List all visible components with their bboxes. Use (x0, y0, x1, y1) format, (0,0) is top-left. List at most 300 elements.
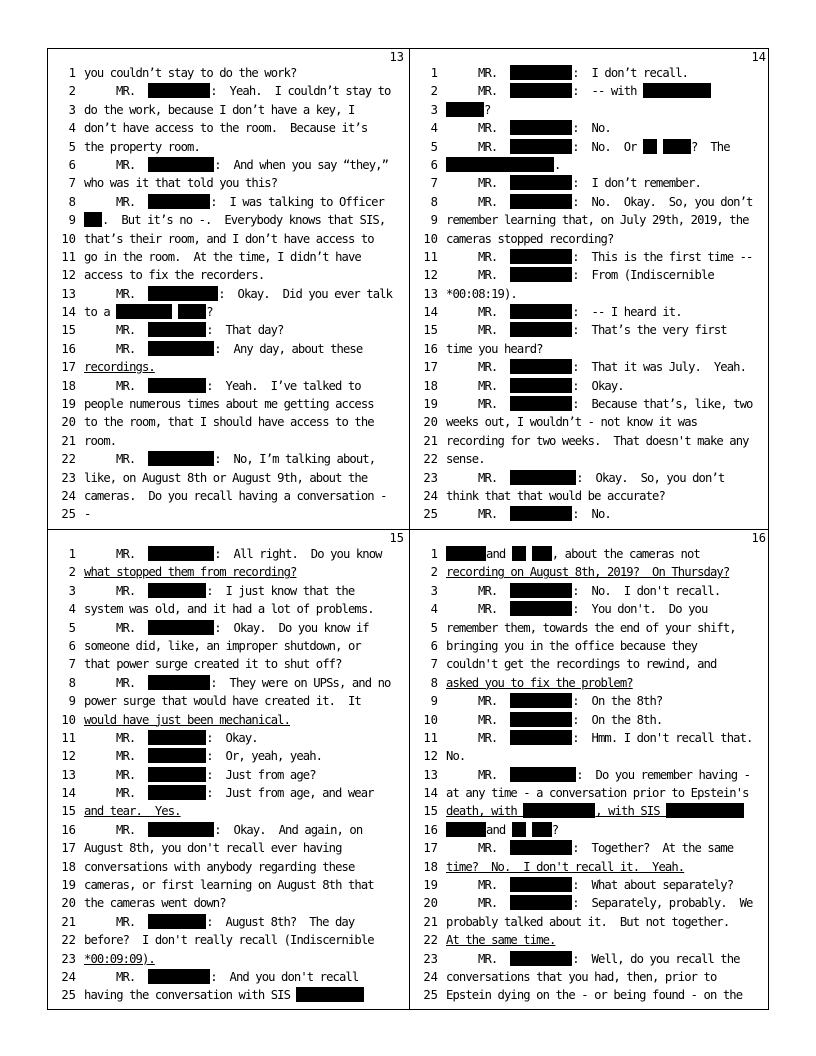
speaker-label: MR. (478, 84, 498, 99)
line-content: August 8th, you don't recall ever having (84, 841, 342, 856)
line-number: 1 (68, 547, 76, 561)
line-text (446, 547, 700, 561)
speaker-label: MR. (478, 602, 498, 617)
transcript-line (48, 395, 408, 413)
line-content: system was old, and it had a lot of problems. (84, 602, 374, 617)
speaker-label: MR. (478, 323, 498, 338)
line-number: 17 (61, 360, 76, 375)
transcript-line (48, 487, 408, 505)
line-number: 18 (61, 378, 76, 393)
speaker-label: MR. (478, 951, 498, 966)
line-number: 20 (423, 896, 438, 911)
line-content: : All right. Do you know (214, 547, 382, 561)
line-content: cameras stopped recording? (446, 231, 614, 246)
speaker-label: MR. (478, 305, 498, 320)
line-content: like, on August 8th or August 9th, about the (84, 470, 368, 485)
transcript-line (48, 285, 408, 303)
transcript-line (410, 248, 770, 266)
redaction-block (148, 583, 206, 598)
line-content: the property room. (84, 139, 200, 154)
line-content: cameras, or first learning on August 8th that (84, 878, 374, 893)
transcript-line (48, 802, 408, 820)
line-content: : -- I heard it. (572, 305, 682, 320)
transcript-line (48, 64, 408, 82)
line-number: 19 (61, 878, 76, 893)
line-text (84, 471, 367, 485)
line-number: 16 (423, 341, 438, 356)
line-number: 10 (61, 712, 76, 727)
line-text (84, 639, 361, 653)
redaction-block (510, 951, 572, 966)
redaction-block (510, 470, 576, 485)
line-number: 5 (68, 620, 76, 635)
redaction-block (446, 546, 486, 561)
redaction-block (523, 803, 595, 818)
transcript-line (48, 582, 408, 600)
line-number: 3 (430, 102, 438, 117)
transcript-line (410, 858, 770, 876)
line-number: 23 (61, 951, 76, 966)
transcript-lines (48, 545, 408, 1005)
line-number: 15 (423, 323, 438, 338)
line-content: cameras. Do you recall having a conversation - (84, 488, 387, 503)
transcript-line (410, 931, 770, 949)
line-content: : From (Indiscernible (572, 268, 714, 283)
redaction-block (148, 748, 206, 763)
line-content: and tear. Yes. (84, 804, 181, 819)
line-content: : No. (572, 121, 611, 136)
line-content: people numerous times about me getting access (84, 397, 374, 412)
line-number: 1 (430, 547, 438, 561)
transcript-line (48, 637, 408, 655)
line-number: 10 (61, 231, 76, 246)
line-text (84, 305, 213, 319)
line-text (84, 415, 374, 429)
line-number: 13 (423, 286, 438, 301)
transcript-line (410, 950, 770, 968)
line-number: 20 (61, 415, 76, 430)
line-number: 22 (423, 452, 438, 467)
speaker-label: MR. (116, 822, 136, 837)
speaker-label: MR. (478, 121, 498, 136)
transcript-line (410, 692, 770, 710)
line-text (84, 841, 342, 855)
transcript-line (410, 340, 770, 358)
page-number: 13 (389, 50, 404, 64)
transcript-line (48, 82, 408, 100)
transcript-line (48, 711, 408, 729)
line-content: : I don’t recall. (572, 66, 689, 80)
page-number: 14 (751, 50, 766, 64)
speaker-label: MR. (478, 730, 498, 745)
line-content: would have just been mechanical. (84, 712, 290, 727)
transcript-line (410, 285, 770, 303)
line-number: 13 (61, 286, 76, 301)
line-content: : Okay. Did you ever talk (218, 286, 392, 301)
line-text (446, 287, 517, 301)
line-content-continued: ? (551, 822, 559, 837)
line-text (84, 397, 374, 411)
line-content: : Yeah. I’ve talked to (206, 378, 361, 393)
page-panel (410, 49, 770, 529)
line-content: power surge that would have created it. It (84, 694, 361, 709)
line-text (84, 547, 382, 561)
line-text (446, 379, 624, 393)
line-text (446, 250, 752, 264)
redaction-block (510, 83, 572, 98)
line-number: 22 (423, 933, 438, 948)
line-text (446, 713, 662, 727)
transcript-line (48, 876, 408, 894)
line-text (446, 140, 730, 154)
line-text (84, 452, 375, 466)
line-text (84, 66, 296, 80)
line-content: having the conversation with SIS (84, 988, 290, 1003)
redaction-block (510, 175, 572, 190)
speaker-label: MR. (478, 194, 498, 209)
line-content: : That’s the very first (572, 323, 727, 338)
redaction-block (148, 194, 210, 209)
transcript-line (410, 469, 770, 487)
transcript-line (48, 211, 408, 229)
line-number: 18 (61, 859, 76, 874)
line-number: 16 (423, 822, 438, 837)
line-text (84, 176, 277, 190)
speaker-label: MR. (478, 268, 498, 283)
line-text (446, 415, 697, 429)
line-text (84, 360, 155, 374)
line-text (84, 434, 116, 448)
line-text (446, 915, 729, 929)
speaker-label: MR. (116, 341, 136, 356)
redaction-block (512, 546, 526, 561)
line-number: 6 (68, 638, 76, 653)
transcript-line (48, 413, 408, 431)
line-text (446, 731, 752, 745)
transcript-line (48, 747, 408, 765)
line-number: 1 (68, 66, 76, 80)
line-content: : Okay. So, you don’t (576, 470, 725, 485)
line-content: weeks out, I wouldn’t - not know it was (446, 415, 698, 430)
speaker-label: MR. (478, 249, 498, 264)
redaction-block (510, 730, 572, 745)
line-number: 11 (61, 730, 76, 745)
redaction-block (148, 785, 206, 800)
line-content: someone did, like, an improper shutdown, or (84, 638, 361, 653)
line-number: 21 (61, 433, 76, 448)
speaker-label: MR. (116, 286, 136, 301)
line-content: probably talked about it. But not together. (446, 914, 730, 929)
redaction-block (148, 914, 206, 929)
transcript-line (48, 119, 408, 137)
transcript-line (48, 340, 408, 358)
line-number: 25 (61, 507, 76, 522)
transcript-line (48, 858, 408, 876)
line-content: remember them, towards the end of your shift, (446, 620, 736, 635)
transcript-line (410, 729, 770, 747)
line-number: 8 (430, 194, 438, 209)
line-text (446, 786, 749, 800)
speaker-label: MR. (116, 194, 136, 209)
speaker-label: MR. (478, 694, 498, 709)
transcript-line (410, 876, 770, 894)
line-number: 12 (61, 749, 76, 764)
speaker-label: MR. (116, 730, 136, 745)
line-content: think that that would be accurate? (446, 488, 665, 503)
line-number: 2 (430, 84, 438, 99)
speaker-label: MR. (478, 712, 498, 727)
line-number: 4 (430, 121, 438, 136)
line-content: . (554, 157, 561, 172)
line-number: 25 (423, 507, 438, 522)
redaction-block (532, 822, 552, 837)
transcript-line (410, 101, 770, 119)
line-number: 6 (430, 638, 438, 653)
line-content: couldn't get the recordings to rewind, and (446, 657, 717, 672)
line-content: : Okay. (572, 378, 624, 393)
line-text (446, 952, 740, 966)
line-content: death, with (446, 804, 517, 819)
line-content: : I was talking to Officer (210, 194, 384, 209)
line-number: 7 (430, 657, 438, 672)
line-number: 25 (61, 988, 76, 1003)
line-content: who was it that told you this? (84, 176, 278, 191)
line-number: 19 (423, 878, 438, 893)
redaction-block (148, 378, 206, 393)
transcript-lines (48, 64, 408, 524)
redaction-block (178, 304, 206, 319)
line-text (84, 804, 181, 818)
page-number: 15 (389, 531, 404, 545)
transcript-line (410, 358, 770, 376)
transcript-line (48, 729, 408, 747)
line-text (84, 860, 354, 874)
page-panel (48, 49, 408, 529)
speaker-label: MR. (116, 767, 136, 782)
line-content: *00:08:19). (446, 286, 517, 301)
transcript-line (410, 193, 770, 211)
transcript-line (410, 487, 770, 505)
transcript-line (48, 986, 408, 1004)
line-number: 7 (430, 176, 438, 191)
line-content: conversations with anybody regarding these (84, 859, 355, 874)
transcript-line (48, 600, 408, 618)
line-content-continued: ? (206, 305, 213, 320)
transcript-line (410, 64, 770, 82)
line-number: 14 (423, 305, 438, 320)
redaction-block (148, 620, 214, 635)
speaker-label: MR. (116, 84, 136, 99)
line-content: : What about separately? (572, 878, 734, 893)
line-number: 11 (423, 730, 438, 745)
line-content: that’s their room, and I don’t have access to (84, 231, 374, 246)
speaker-label: MR. (478, 507, 498, 522)
transcript-line (410, 802, 770, 820)
line-number: 14 (61, 786, 76, 801)
line-content-continued: , with SIS (595, 804, 660, 819)
redaction-block (148, 969, 210, 984)
line-text (446, 584, 720, 598)
line-number: 21 (423, 914, 438, 929)
line-content: and (486, 547, 506, 561)
line-content: at any time - a conversation prior to Epstein's (446, 786, 749, 801)
line-text (446, 342, 543, 356)
line-content: : No. Okay. So, you don’t (572, 194, 753, 209)
redaction-block (510, 378, 572, 393)
line-number: 7 (68, 657, 76, 672)
line-text (446, 434, 749, 448)
line-text (446, 749, 465, 763)
redaction-block (643, 139, 657, 154)
transcript-line (410, 894, 770, 912)
line-number: 2 (68, 84, 76, 99)
line-number: 8 (68, 194, 76, 209)
line-text (446, 768, 750, 782)
transcript-line (48, 101, 408, 119)
line-content: : And when you say “they,” (214, 157, 388, 172)
line-number: 11 (423, 249, 438, 264)
line-content: : On the 8th. (572, 712, 663, 727)
line-text (84, 565, 296, 579)
transcript-line (410, 968, 770, 986)
line-text (446, 176, 701, 190)
line-content: : No, I’m talking about, (214, 452, 376, 467)
line-content: conversations that you had, then, prior to (446, 969, 717, 984)
speaker-label: MR. (116, 583, 136, 598)
line-content: what stopped them from recording? (84, 565, 297, 580)
line-content: time you heard? (446, 341, 543, 356)
line-text (446, 639, 697, 653)
line-number: 25 (423, 988, 438, 1003)
redaction-block (510, 840, 572, 855)
speaker-label: MR. (116, 969, 136, 984)
speaker-label: MR. (116, 452, 136, 467)
redaction-block (446, 822, 486, 837)
line-number: 3 (68, 102, 76, 117)
line-content: : Just from age, and wear (206, 786, 374, 801)
line-content: : No. I don't recall. (572, 583, 721, 598)
line-number: 2 (68, 565, 76, 580)
line-text (446, 657, 716, 671)
line-number: 9 (68, 213, 76, 228)
redaction-block (510, 601, 572, 616)
redaction-block (148, 546, 214, 561)
line-number: 17 (423, 360, 438, 375)
redaction-block (510, 895, 572, 910)
line-text (446, 121, 611, 135)
line-text (84, 195, 384, 209)
line-text (446, 565, 729, 579)
transcript-line (410, 119, 770, 137)
redaction-block (510, 396, 572, 411)
line-content: recordings. (84, 360, 155, 375)
page-number: 16 (751, 531, 766, 545)
line-content: time? No. I don't recall it. Yeah. (446, 859, 685, 874)
transcript-line (410, 211, 770, 229)
transcript-line (48, 950, 408, 968)
redaction-block (510, 359, 572, 374)
line-text (84, 731, 258, 745)
line-text (446, 66, 688, 80)
line-text (84, 342, 362, 356)
line-number: 12 (61, 268, 76, 283)
line-text (84, 952, 155, 966)
redaction-block (148, 675, 210, 690)
line-number: 20 (61, 896, 76, 911)
transcript-line (410, 432, 770, 450)
line-content: : Well, do you recall the (572, 951, 740, 966)
line-content: access to fix the recorders. (84, 268, 265, 283)
line-text (84, 379, 361, 393)
transcript-line (410, 766, 770, 784)
redaction-block (148, 322, 206, 337)
line-text (84, 507, 90, 521)
line-text (84, 602, 374, 616)
line-content: : Okay. And again, on (214, 822, 363, 837)
line-number: 24 (61, 969, 76, 984)
redaction-block (532, 546, 552, 561)
transcript-line (410, 563, 770, 581)
line-number: 6 (68, 157, 76, 172)
line-number: 4 (68, 602, 76, 617)
line-text (446, 676, 633, 690)
transcript-line (410, 545, 770, 563)
line-text (446, 804, 744, 818)
redaction-block (296, 987, 364, 1002)
line-content: ? (484, 102, 491, 117)
redaction-block (510, 304, 572, 319)
speaker-label: MR. (116, 378, 136, 393)
line-text (446, 452, 485, 466)
line-text (84, 786, 374, 800)
line-content: : This is the first time -- (572, 249, 753, 264)
line-number: 8 (68, 675, 76, 690)
transcript-line (48, 174, 408, 192)
line-text (446, 84, 711, 98)
line-text (446, 489, 665, 503)
line-number: 22 (61, 933, 76, 948)
line-content: : Any day, about these (214, 341, 363, 356)
line-number: 14 (61, 305, 76, 320)
transcript-line (410, 156, 770, 174)
line-number: 1 (430, 66, 438, 80)
line-text (446, 507, 611, 521)
transcript-line (48, 784, 408, 802)
redaction-block (512, 822, 526, 837)
line-number: 5 (430, 139, 438, 154)
transcript-line (410, 582, 770, 600)
line-number: 23 (423, 951, 438, 966)
transcript-line (48, 469, 408, 487)
line-content: : You don't. Do you (572, 602, 708, 617)
line-text (84, 323, 283, 337)
line-number: 3 (430, 583, 438, 598)
line-content: to a (84, 305, 110, 320)
transcript-line (410, 986, 770, 1004)
redaction-block (510, 120, 572, 135)
transcript-line (48, 692, 408, 710)
transcript-line (410, 619, 770, 637)
speaker-label: MR. (478, 360, 498, 375)
line-content: : -- with (572, 84, 637, 99)
line-content: : Hmm. I don't recall that. (572, 730, 753, 745)
speaker-label: MR. (478, 139, 498, 154)
redaction-block (510, 249, 572, 264)
line-text (446, 694, 662, 708)
line-number: 15 (423, 804, 438, 819)
line-text (84, 121, 367, 135)
line-text (446, 195, 752, 209)
